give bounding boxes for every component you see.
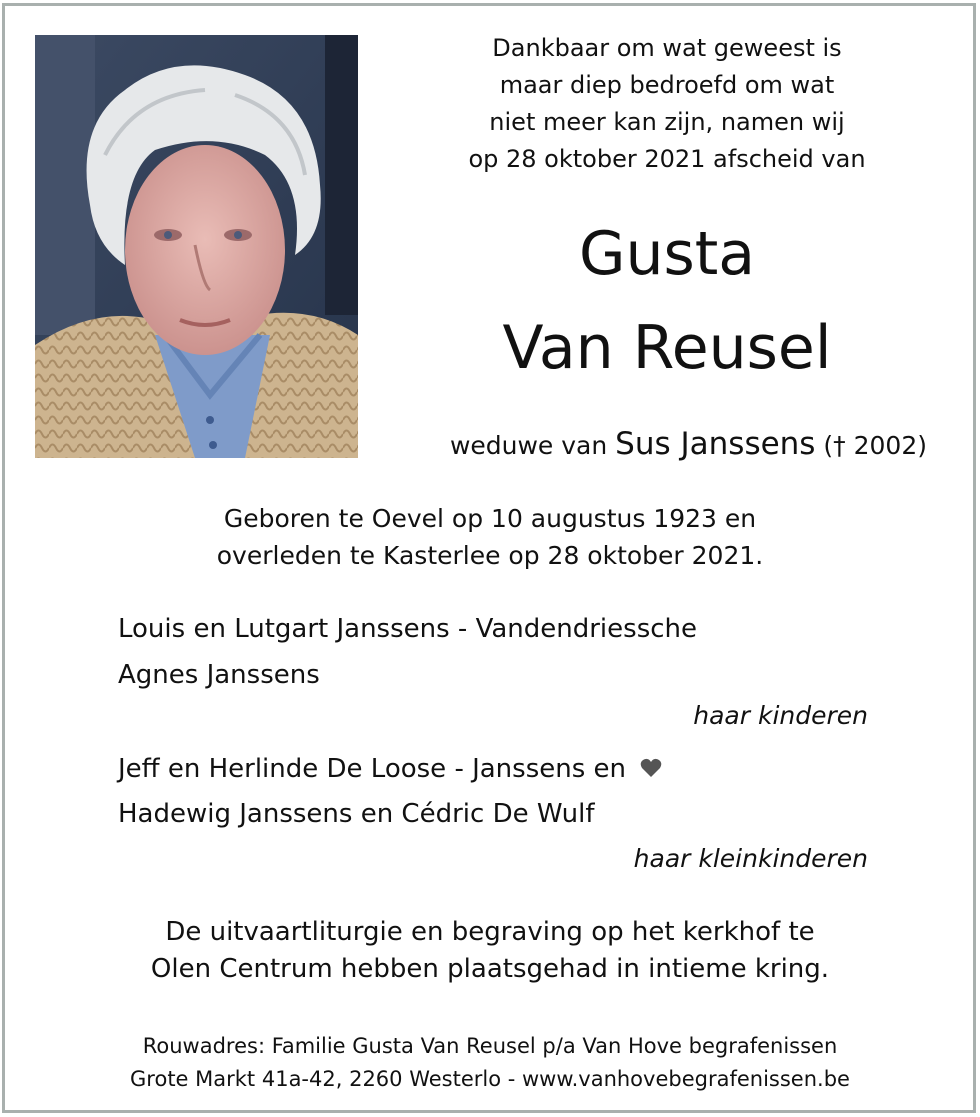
spouse-name: Sus Janssens [615,426,816,462]
children-label: haar kinderen [693,701,868,730]
child-name: Agnes Janssens [118,660,320,690]
grandchild-name: Hadewig Janssens en Cédric De Wulf [118,799,595,829]
mourning-address [0,1030,980,1096]
portrait-photo [35,35,358,458]
death-line: overleden te Kasterlee op 28 oktober 2021. [216,541,764,570]
child-name: Louis en Lutgart Janssens - Vandendriessche [118,614,698,644]
grandchild-name-text: Jeff en Herlinde De Loose - Janssens en [118,754,627,784]
ceremony-line: De uitvaartliturgie en begraving op het kerkhof te [165,917,815,947]
widow-prefix: weduwe van [449,431,608,460]
heart-icon [640,753,662,787]
intro-line: maar diep bedroefd om wat [499,71,835,99]
life-dates [0,500,980,574]
birth-line: Geboren te Oevel op 10 augustus 1923 en [223,504,757,533]
grandchild-name [118,752,662,787]
address-line: Grote Markt 41a-42, 2260 Westerlo - www.vanhovebegrafenissen.be [130,1067,850,1091]
address-line: Rouwadres: Familie Gusta Van Reusel p/a Van Hove begrafenissen [142,1034,838,1058]
intro-text [432,30,902,178]
ceremony-text [0,914,980,988]
deceased-first-name: Gusta [578,219,756,289]
deceased-last-name: Van Reusel [502,313,832,383]
widow-line [380,424,955,466]
intro-line: op 28 oktober 2021 afscheid van [468,145,866,173]
intro-line: niet meer kan zijn, namen wij [489,108,845,136]
spouse-death-year: († 2002) [823,431,927,460]
ceremony-line: Olen Centrum hebben plaatsgehad in intieme kring. [150,954,830,984]
grandchildren-label: haar kleinkinderen [633,844,868,873]
intro-line: Dankbaar om wat geweest is [492,34,842,62]
